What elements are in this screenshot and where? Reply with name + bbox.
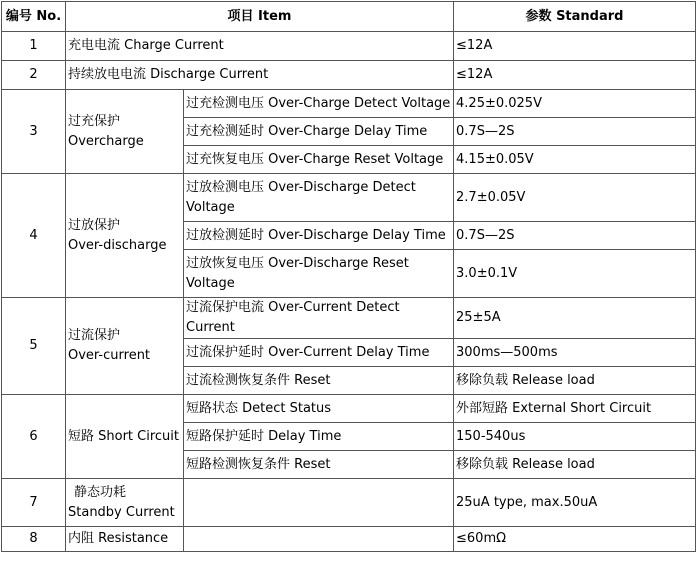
sub-item-cell: 过充检测延时 Over-Charge Delay Time (184, 118, 454, 146)
group-cell (66, 90, 184, 174)
group-label-en: Overcharge (68, 133, 144, 149)
sub-item-cell: 过充恢复电压 Over-Charge Reset Voltage (184, 146, 454, 174)
group-label-en: Over-current (68, 348, 151, 363)
sub-item-cell (184, 174, 454, 222)
group-cell: 短路 Short Circuit (66, 395, 184, 479)
standard-cell: 25±5A (454, 298, 696, 339)
sub-item-cell (184, 250, 454, 298)
standard-cell: 300ms—500ms (454, 339, 696, 367)
table-row (2, 395, 696, 423)
standard-cell: 0.7S—2S (454, 222, 696, 250)
sub-item-cell: 过充检测电压 Over-Charge Detect Voltage (184, 90, 454, 118)
sub-item-cell: 过流检测恢复条件 Reset (184, 367, 454, 395)
standard-cell: 4.15±0.05V (454, 146, 696, 174)
standard-cell: 25uA type, max.50uA (454, 479, 696, 527)
sub-item-line: 过放检测电压 Over-Discharge Detect (186, 179, 416, 195)
header-row (2, 2, 696, 32)
row-number: 5 (2, 298, 66, 395)
row-number: 3 (2, 90, 66, 174)
empty-cell (184, 479, 454, 527)
sub-item-cell: 过流保护电流 Over-Current Detect Current (184, 298, 454, 339)
table-row (2, 90, 696, 118)
header-no: 编号 No. (2, 2, 66, 32)
table-row (2, 32, 696, 61)
spec-table (1, 1, 696, 552)
row-number: 4 (2, 174, 66, 298)
header-item: 项目 Item (66, 2, 454, 32)
standard-cell: 移除负载 Release load (454, 367, 696, 395)
standard-cell: 移除负载 Release load (454, 451, 696, 479)
group-label-cn: 过放保护 (68, 217, 121, 233)
group-cell (66, 298, 184, 395)
group-label-en: Over-discharge (68, 237, 167, 253)
item-cell: 内阻 Resistance (66, 527, 184, 552)
row-number: 2 (2, 61, 66, 90)
row-number: 1 (2, 32, 66, 61)
sub-item-cell: 过流保护延时 Over-Current Delay Time (184, 339, 454, 367)
group-label-en: Standby Current (68, 504, 175, 520)
table-row (2, 298, 696, 339)
sub-item-cell: 短路状态 Detect Status (184, 395, 454, 423)
table-row (2, 61, 696, 90)
standard-cell: 150-540us (454, 423, 696, 451)
standard-cell: 0.7S—2S (454, 118, 696, 146)
standard-cell: 2.7±0.05V (454, 174, 696, 222)
sub-item-cell: 短路保护延时 Delay Time (184, 423, 454, 451)
group-label-cn: 过充保护 (68, 113, 121, 129)
standard-cell: 4.25±0.025V (454, 90, 696, 118)
sub-item-line: 过放恢复电压 Over-Discharge Reset (186, 255, 409, 271)
header-standard: 参数 Standard (454, 2, 696, 32)
table-row (2, 527, 696, 552)
group-label-cn: 静态功耗 (74, 484, 127, 500)
row-number: 6 (2, 395, 66, 479)
row-number: 8 (2, 527, 66, 552)
group-cell (66, 479, 184, 527)
sub-item-line: Voltage (186, 275, 235, 291)
group-cell (66, 174, 184, 298)
row-number: 7 (2, 479, 66, 527)
item-cell: 持续放电电流 Discharge Current (66, 61, 454, 90)
standard-cell: 3.0±0.1V (454, 250, 696, 298)
sub-item-line: Voltage (186, 199, 235, 215)
group-label-cn: 过流保护 (68, 328, 121, 343)
table-row (2, 479, 696, 527)
standard-cell: 外部短路 External Short Circuit (454, 395, 696, 423)
standard-cell: ≤12A (454, 61, 696, 90)
standard-cell: ≤60mΩ (454, 527, 696, 552)
sub-item-cell: 过放检测延时 Over-Discharge Delay Time (184, 222, 454, 250)
empty-cell (184, 527, 454, 552)
sub-item-cell: 短路检测恢复条件 Reset (184, 451, 454, 479)
table-row (2, 174, 696, 222)
item-cell: 充电电流 Charge Current (66, 32, 454, 61)
standard-cell: ≤12A (454, 32, 696, 61)
